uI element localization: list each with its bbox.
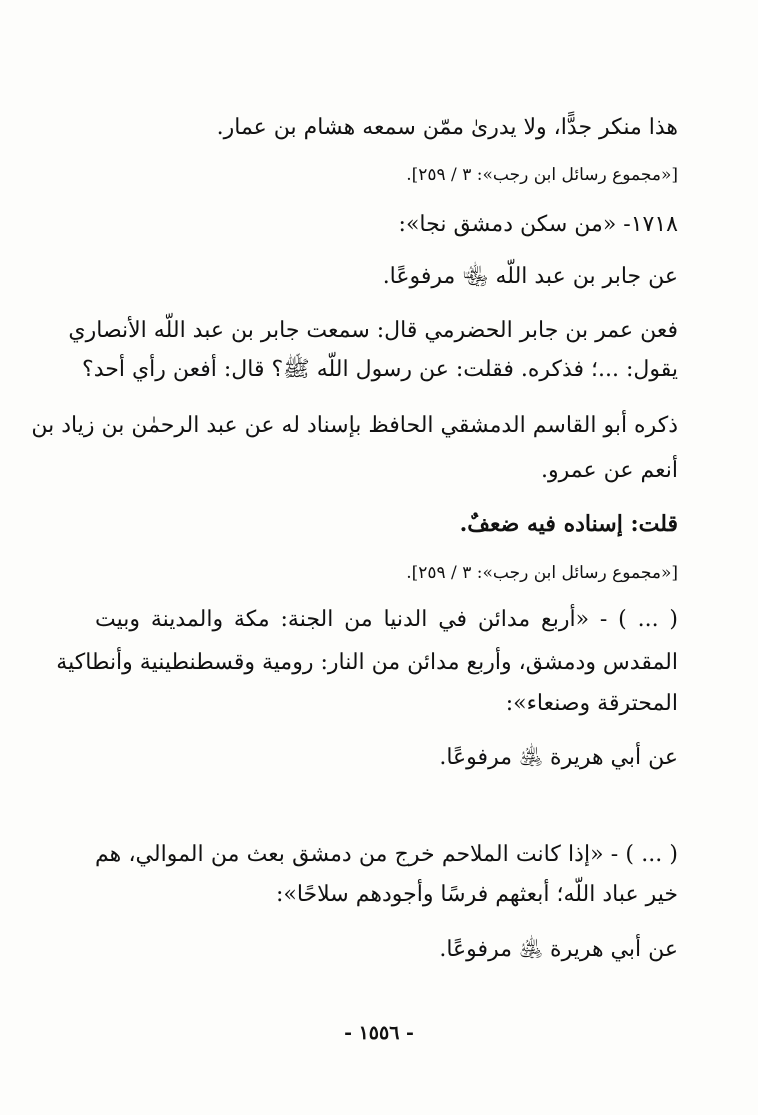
text-line-11: ( ... ) - «أربع مدائن في الدنيا من الجنة: مكة والمدينة وبيت (95, 607, 678, 632)
text-line-16: خير عباد اللّه؛ أبعثهم فرسًا وأجودهم سلاحًا»: (275, 882, 678, 907)
page-number: - ١٥٥٦ - (344, 1022, 414, 1044)
text-line-17: عن أبي هريرة ﵁ مرفوعًا. (439, 937, 678, 962)
text-line-1: هذا منكر جدًّا، ولا يدرىٰ ممّن سمعه هشام بن عمار. (216, 115, 678, 140)
citation-1: [«مجموع رسائل ابن رجب»: ٣ / ٢٥٩]. (406, 165, 678, 185)
text-line-12: المقدس ودمشق، وأربع مدائن من النار: رومية وقسطنطينية وأنطاكية (56, 650, 678, 675)
text-line-6: يقول: ...؛ فذكره. فقلت: عن رسول اللّه ﷺ؟ قال: أفعن رأي أحد؟ (82, 357, 678, 382)
text-line-5: فعن عمر بن جابر الحضرمي قال: سمعت جابر بن عبد اللّه الأنصاري (68, 318, 678, 343)
text-line-7: ذكره أبو القاسم الدمشقي الحافظ بإسناد له عن عبد الرحمٰن بن زياد بن (31, 413, 678, 438)
text-line-14: عن أبي هريرة ﵁ مرفوعًا. (439, 745, 678, 770)
hadith-heading-1718: ١٧١٨- «من سكن دمشق نجا»: (398, 212, 678, 237)
text-line-9: قلت: إسناده فيه ضعفٌ. (459, 511, 678, 537)
text-line-15: ( ... ) - «إذا كانت الملاحم خرج من دمشق بعث من الموالي، هم (95, 842, 678, 867)
text-line-8: أنعم عن عمرو. (541, 458, 678, 483)
text-line-13: المحترقة وصنعاء»: (505, 691, 678, 716)
text-line-4: عن جابر بن عبد اللّه ﵄ مرفوعًا. (382, 264, 678, 289)
citation-2: [«مجموع رسائل ابن رجب»: ٣ / ٢٥٩]. (406, 563, 678, 583)
